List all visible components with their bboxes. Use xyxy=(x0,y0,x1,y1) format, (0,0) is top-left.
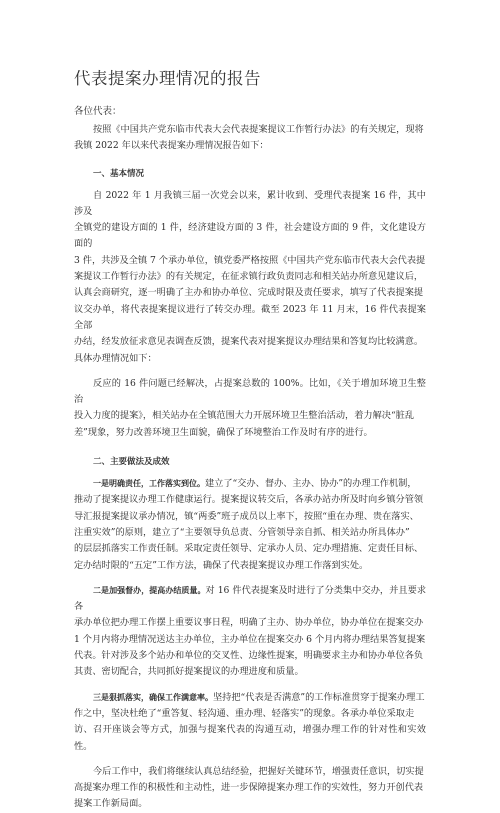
section-heading-basic: 一、基本情况 xyxy=(93,168,145,179)
closing-paragraph: 今后工作中，我们将继续认真总结经验，把握好关键环节，增强责任意识，切实提 高提案办理工作的积极性和主动性，进一步保障提案办理工作的实效性，努力开创代表 提案工作新局面。 xyxy=(74,765,424,810)
paragraph-lead: 一是明确责任，工作落实到位。 xyxy=(93,479,205,489)
intro-paragraph: 按照《中国共产党东临市代表大会代表提案提议工作暂行办法》的有关规定，现将 我镇 2022 年以来代表提案办理情况报告如下： xyxy=(74,124,424,152)
paragraph-text: 建立了“交办、督办、主办、协办”的办理工作机制， 推动了提案提议办理工作健康运行。提案提议转交后，各承办站办所及时向乡镇分管领 导汇报提案提议承办情况，镇“两委”班子成员以上率下，按照“重在办理、贵在落实、 注重实效”的原则，建立了“主要领导负总责、分管领导亲自抓、相关站办所具体办” 的层层抓落实工作责任制。采取定责任领导、定承办人员、定办理措施、定责任目标、 定办结时限的“五定”工作方法，确保了代表提案提议办理工作落到实处。 xyxy=(74,478,424,571)
body-paragraph xyxy=(74,583,426,681)
body-paragraph: 反应的 16 件问题已经解决，占提案总数的 100%。比如，《关于增加环境卫生整治 投入力度的提案》，相关站办在全镇范围大力开展环境卫生整治活动，着力解决“脏乱 差”现象，努力改善环境卫生面貌，确保了环境整治工作及时有序的进行。 xyxy=(74,377,426,438)
salutation: 各位代表： xyxy=(74,106,122,117)
body-paragraph xyxy=(74,690,426,755)
paragraph-text: 对 16 件代表提案及时进行了分类集中交办，并且要求各 承办单位把办理工作摆上重要议事日程，明确了主办、协办单位，协办单位在提案交办 1 个月内将办理情况送达主办单位，主办单位在提案交办 6 个月内将办理结果答复提案 代表。针对涉及多个站办和单位的交叉性、边缘性提案，明确要求主办和协办单位各负 其责、密切配合，共同抓好提案提议的办理进度和质量。 xyxy=(74,584,427,678)
paragraph-text: 坚持把“代表是否满意”的工作标准贯穿于提案办理工 作之中，坚决杜绝了“重答复、轻沟通、重办理、轻落实”的现象。各承办单位采取走 访、召开座谈会等方式，加强与提案代表的沟通互动，增强办理工作的针对性和实效性。 xyxy=(74,691,426,752)
document-title: 代表提案办理情况的报告 xyxy=(74,69,261,88)
paragraph-lead: 三是狠抓落实，确保工作满意率。 xyxy=(93,692,213,702)
body-paragraph: 自 2022 年 1 月我镇三届一次党会以来，累计收到、受理代表提案 16 件，其中涉及 全镇党的建设方面的 1 件，经济建设方面的 3 件，社会建设方面的 9 件，文化建设方面的 3 件，共涉及全镇 7 个承办单位，镇党委严格按照《中国共产党东临市代表大会代表提 案提议工作暂行办法》的有关规定，在征求镇行政负责同志和相关站办所意见建议后， 认真会商研究，逐一明确了主办和协办单位、完成时限及责任要求，填写了代表提案提 议交办单，将代表提案提议进行了转交办理。截至 2023 年 11 月末，16 件代表提案全部 办结，经发放征求意见表调查反馈，提案代表对提案提议办理结果和答复均比较满意。 具体办理情况如下： xyxy=(74,189,426,364)
body-paragraph xyxy=(74,476,426,574)
section-heading-practices: 二、主要做法及成效 xyxy=(93,457,170,468)
paragraph-lead: 二是加强督办，提高办结质量。 xyxy=(93,585,206,595)
